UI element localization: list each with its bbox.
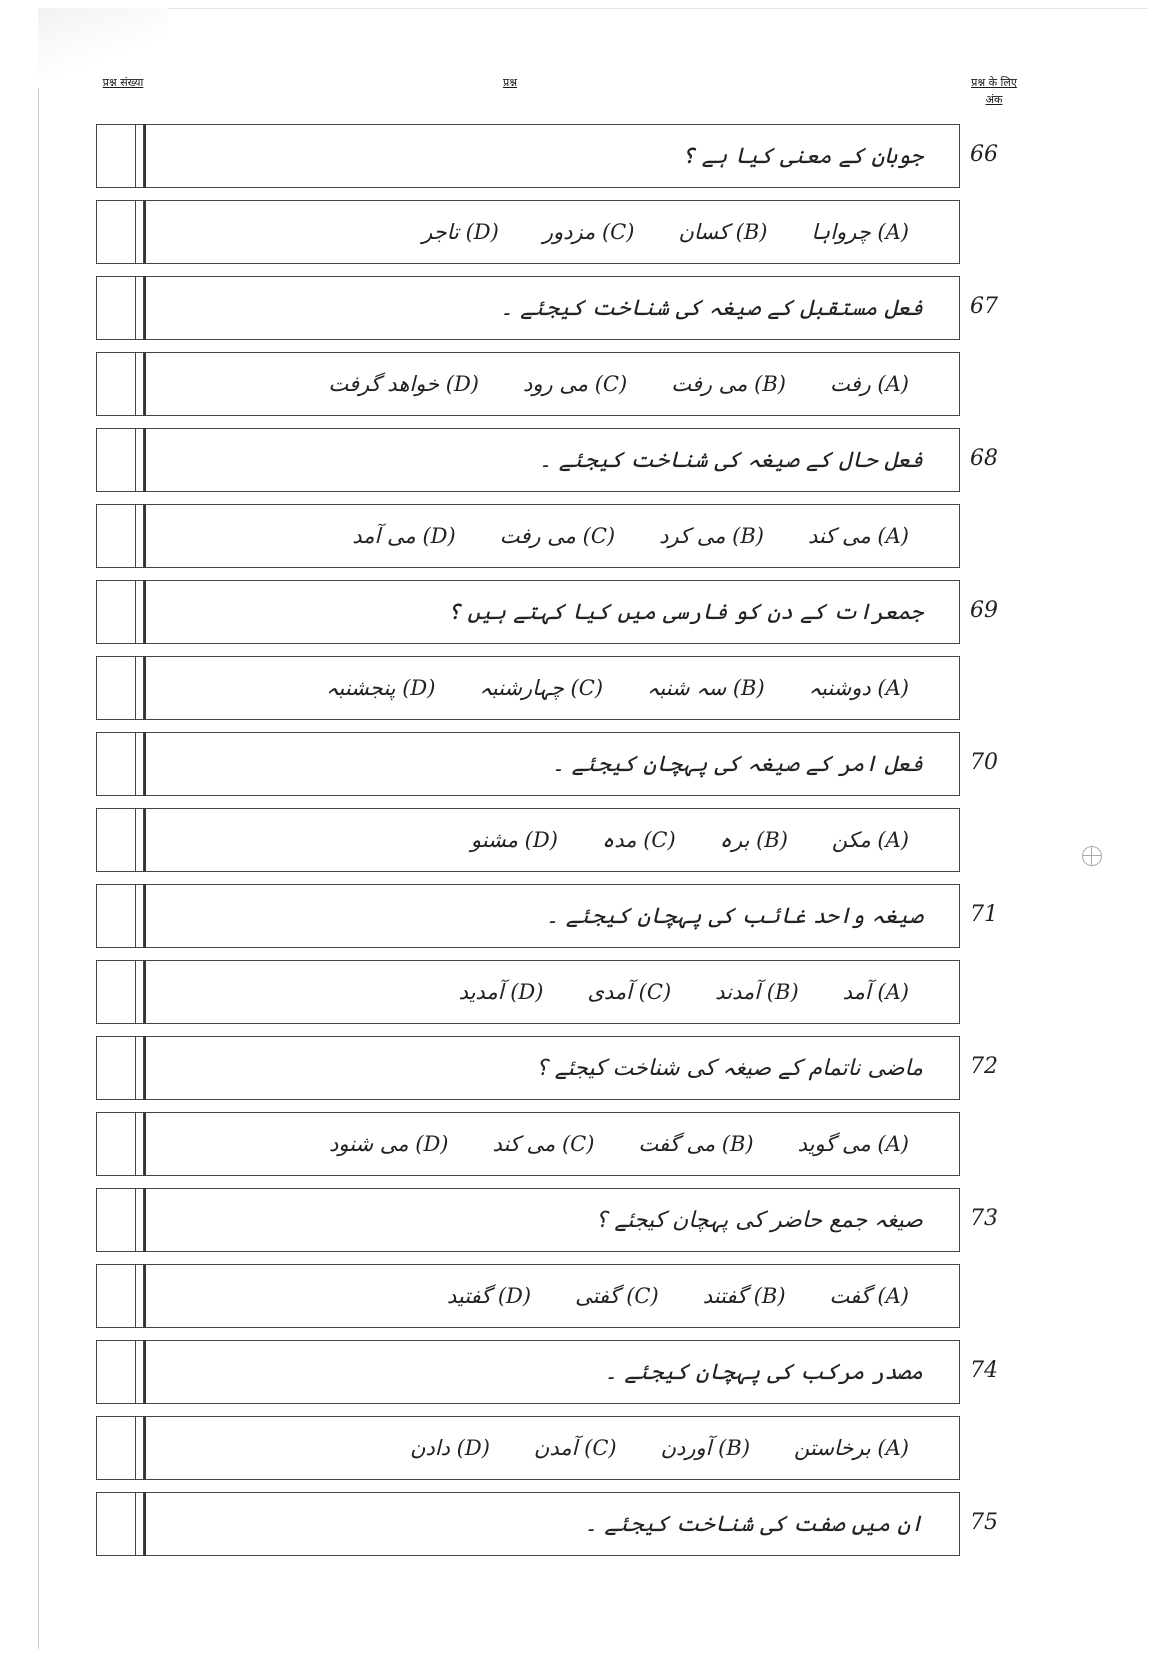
question-number: 75 [970, 1510, 998, 1535]
question-row [96, 884, 958, 948]
header-question: प्रश्न [502, 76, 518, 89]
question-number: 70 [970, 750, 998, 775]
options-number-cell [96, 808, 144, 872]
answer-option: (A) دوشنبہ [808, 676, 909, 700]
answer-option: (A) می کند [807, 524, 909, 548]
question-number: 66 [970, 142, 998, 167]
question-number: 71 [970, 902, 998, 927]
answer-option: (C) آمدی [587, 980, 672, 1004]
options-cell [144, 960, 960, 1024]
options-cell [144, 504, 960, 568]
answer-option: (C) می رفت [499, 524, 616, 548]
answer-option: (B) کسان [678, 220, 768, 244]
header-marks: प्रश्न के लिए अंक [971, 76, 1017, 106]
options-row [96, 1416, 958, 1480]
question-row [96, 732, 958, 796]
answer-option: (B) می کرد [659, 524, 764, 548]
answer-option: (B) برہ [719, 828, 788, 852]
options-cell [144, 200, 960, 264]
question-row [96, 1340, 958, 1404]
question-number-cell [96, 732, 144, 796]
question-row [96, 1492, 958, 1556]
answer-option: (D) مشنو [470, 828, 558, 852]
question-text: فعل مستقبل کے صیغہ کی شناخت کیجئے ۔ [144, 276, 960, 340]
options-number-cell [96, 656, 144, 720]
question-text: صیغہ جمع حاضر کی پہچان کیجئے ؟ [144, 1188, 960, 1252]
answer-option: (A) می گوید [797, 1132, 909, 1156]
question-number-cell [96, 1036, 144, 1100]
answer-option: (C) می کند [492, 1132, 595, 1156]
answer-option: (A) رفت [829, 372, 909, 396]
answer-option: (B) سہ شنبہ [647, 676, 765, 700]
answer-option: (A) گفت [829, 1284, 909, 1308]
question-number: 72 [970, 1054, 998, 1079]
options-cell [144, 1264, 960, 1328]
options-cell [144, 808, 960, 872]
answer-option: (C) مدہ [601, 828, 676, 852]
question-number: 67 [970, 294, 998, 319]
question-number: 68 [970, 446, 998, 471]
answer-option: (D) دادن [410, 1436, 490, 1460]
question-text: جمعرات کے دن کو فارسی میں کیا کہتے ہیں ؟ [144, 580, 960, 644]
question-text: جوبان کے معنی کیا ہے ؟ [144, 124, 960, 188]
answer-option: (D) آمدید [458, 980, 544, 1004]
question-number-cell [96, 1188, 144, 1252]
question-number: 74 [970, 1358, 998, 1383]
options-row [96, 504, 958, 568]
header-question-number: प्रश्न संख्या [102, 76, 144, 89]
options-number-cell [96, 1112, 144, 1176]
question-number-cell [96, 1492, 144, 1556]
answer-option: (B) گفتند [702, 1284, 786, 1308]
options-number-cell [96, 1416, 144, 1480]
question-text: فعل امر کے صیغہ کی پہچان کیجئے ۔ [144, 732, 960, 796]
question-row [96, 428, 958, 492]
question-row [96, 124, 958, 188]
options-number-cell [96, 1264, 144, 1328]
options-number-cell [96, 504, 144, 568]
options-row [96, 656, 958, 720]
options-number-cell [96, 960, 144, 1024]
question-row [96, 1036, 958, 1100]
options-cell [144, 656, 960, 720]
question-row [96, 1188, 958, 1252]
question-text: صیغہ واحد غائب کی پہچان کیجئے ۔ [144, 884, 960, 948]
question-text: مصدر مرکب کی پہچان کیجئے ۔ [144, 1340, 960, 1404]
registration-mark-icon [1082, 846, 1102, 866]
answer-option: (C) مزدور [542, 220, 635, 244]
answer-option: (B) می رفت [671, 372, 786, 396]
question-text: فعل حال کے صیغہ کی شناخت کیجئے ۔ [144, 428, 960, 492]
question-number-cell [96, 1340, 144, 1404]
options-number-cell [96, 200, 144, 264]
answer-option: (D) گفتید [446, 1284, 532, 1308]
question-text: ان میں صفت کی شناخت کیجئے ۔ [144, 1492, 960, 1556]
options-row [96, 1112, 958, 1176]
question-number-cell [96, 580, 144, 644]
options-row [96, 808, 958, 872]
question-number: 73 [970, 1206, 998, 1231]
options-number-cell [96, 352, 144, 416]
question-number-cell [96, 428, 144, 492]
answer-option: (A) آمد [842, 980, 909, 1004]
options-row [96, 1264, 958, 1328]
answer-option: (C) می رود [522, 372, 628, 396]
answer-option: (D) تاجر [422, 220, 499, 244]
answer-option: (D) خواهد گرفت [328, 372, 479, 396]
answer-option: (A) مکن [831, 828, 909, 852]
question-number-cell [96, 884, 144, 948]
answer-option: (A) چرواہا [811, 220, 909, 244]
options-row [96, 200, 958, 264]
answer-option: (C) آمدن [533, 1436, 617, 1460]
answer-option: (C) گفتی [575, 1284, 659, 1308]
answer-option: (D) می آمد [352, 524, 456, 548]
options-row [96, 960, 958, 1024]
question-number: 69 [970, 598, 998, 623]
options-row [96, 352, 958, 416]
answer-option: (A) برخاستن [794, 1436, 909, 1460]
answer-option: (D) پنجشنبہ [326, 676, 436, 700]
question-number-cell [96, 124, 144, 188]
answer-option: (B) آمدند [715, 980, 799, 1004]
answer-option: (B) آوردن [660, 1436, 751, 1460]
answer-option: (B) می گفت [638, 1132, 754, 1156]
question-number-cell [96, 276, 144, 340]
question-text: ماضی ناتمام کے صیغہ کی شناخت کیجئے ؟ [144, 1036, 960, 1100]
answer-option: (C) چہارشنبہ [479, 676, 604, 700]
options-cell [144, 1416, 960, 1480]
answer-option: (D) می شنود [329, 1132, 449, 1156]
options-cell [144, 352, 960, 416]
question-row [96, 276, 958, 340]
options-cell [144, 1112, 960, 1176]
question-row [96, 580, 958, 644]
